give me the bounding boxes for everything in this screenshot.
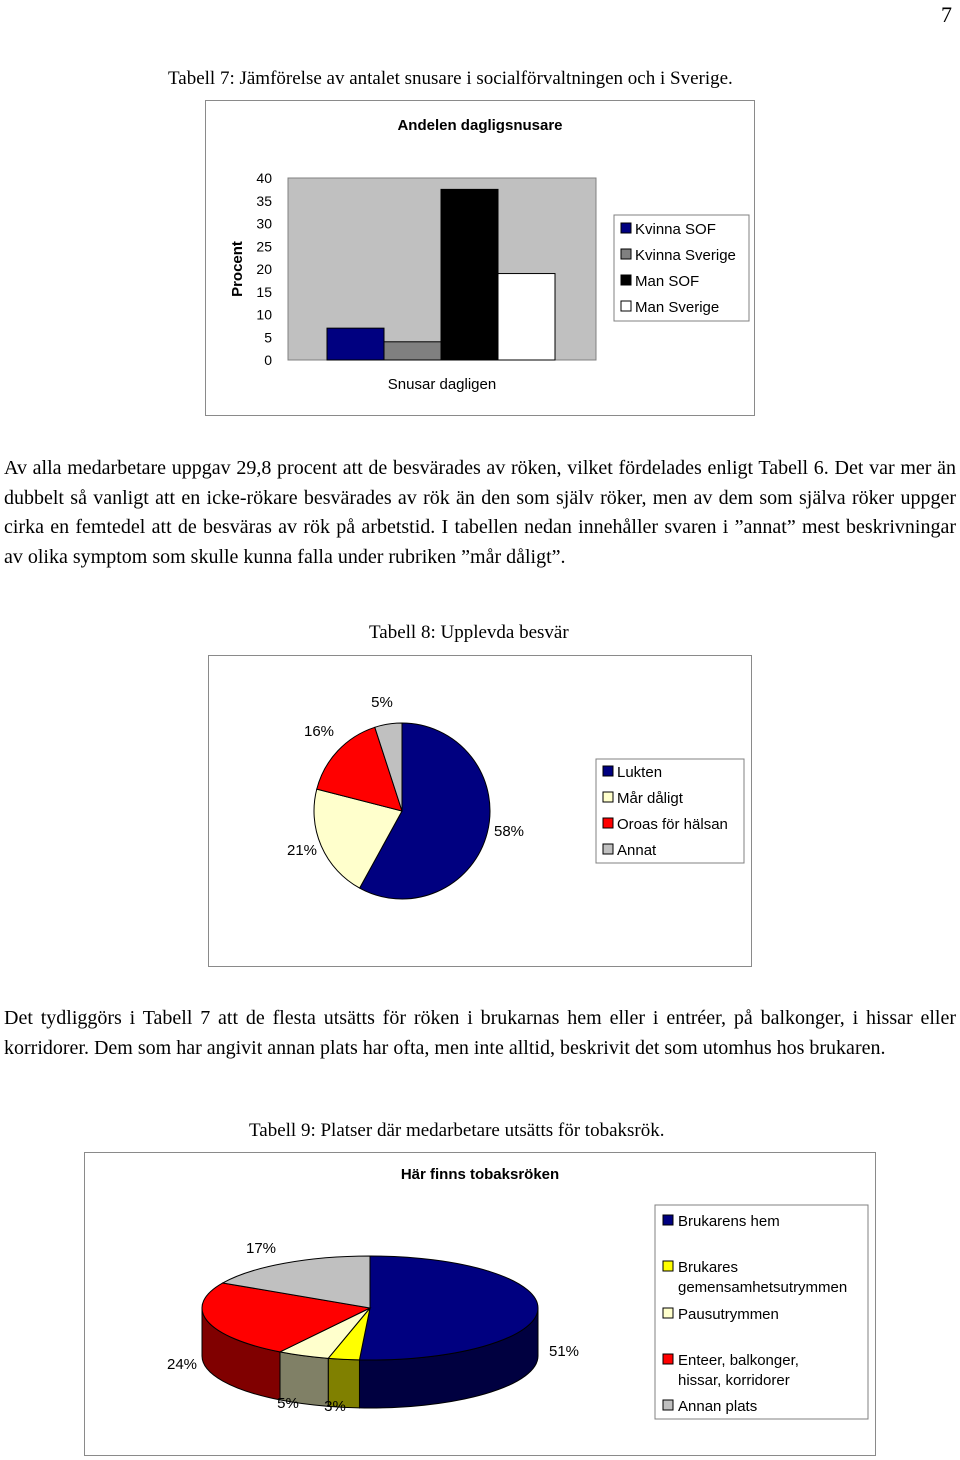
legend-swatch-kvinna-sverige [621, 249, 631, 259]
legend-label-annat: Annat [617, 842, 657, 859]
pie3d-chart [85, 1153, 875, 1455]
page-number: 7 [941, 2, 952, 27]
y-tick-label: 0 [264, 352, 272, 368]
slice-label-brukarens-hem: 51% [548, 1343, 580, 1360]
slice-label-annan-plats: 17% [245, 1240, 277, 1257]
bar-chart [206, 101, 754, 415]
y-axis-label: Procent [229, 241, 246, 297]
legend-swatch-lukten [603, 766, 613, 776]
pie-chart [209, 656, 751, 966]
legend-label-man-sof: Man SOF [635, 273, 700, 290]
y-tick-label: 25 [256, 238, 272, 255]
caption-tabell-8: Tabell 8: Upplevda besvär [369, 622, 569, 643]
legend-label-kvinna-sof: Kvinna SOF [635, 221, 716, 238]
legend-label-brukarens-hem: Brukarens hem [678, 1213, 780, 1230]
paragraph-2: Det tydliggörs i Tabell 7 att de flesta utsätts för röken i brukarnas hem eller i entréer, på balkonger, i hissar eller korridorer. Dem som har angivit annan plats har ofta, men inte alltid, beskrivit det som utomhus hos brukaren. [4, 1007, 956, 1059]
slice-label-lukten: 58% [493, 823, 525, 840]
legend-label-annan-plats: Annan plats [678, 1398, 758, 1415]
legend-label-pausutrymmen: Pausutrymmen [678, 1306, 779, 1323]
legend-swatch-annat [603, 844, 613, 854]
caption-tabell-9: Tabell 9: Platser där medarbetare utsätts för tobaksrök. [249, 1120, 665, 1141]
bar-man-sof [441, 189, 498, 360]
slice-label-mår-dåligt: 21% [286, 842, 318, 859]
y-tick-label: 30 [256, 215, 272, 232]
y-tick-label: 15 [256, 283, 272, 300]
y-tick-label: 35 [256, 192, 272, 209]
legend-swatch-annan-plats [663, 1400, 673, 1410]
legend-label-brukares-gemensamhetsutrymmen: Brukares gemensamhetsutrymmen [678, 1259, 848, 1296]
legend-swatch-man-sof [621, 275, 631, 285]
pie-chart-box [208, 655, 752, 967]
legend-label-kvinna-sverige: Kvinna Sverige [635, 247, 736, 264]
legend-label-mår-dåligt: Mår dåligt [617, 790, 683, 807]
slice-label-brukares-gemensamhetsutrymmen: 3% [324, 1398, 346, 1415]
caption-tabell-7: Tabell 7: Jämförelse av antalet snusare i socialförvaltningen och i Sverige. [168, 68, 733, 89]
y-tick-label: 20 [256, 261, 272, 277]
slice-label-pausutrymmen: 5% [277, 1395, 299, 1412]
chart-title: Här finns tobaksröken [400, 1166, 560, 1183]
bar-kvinna-sof [327, 328, 384, 360]
pie3d-chart-box [84, 1152, 876, 1456]
legend-swatch-pausutrymmen [663, 1308, 673, 1318]
legend-label-oroas-för-hälsan: Oroas för hälsan [617, 816, 728, 833]
legend-swatch-oroas-för-hälsan [603, 818, 613, 828]
chart-title: Andelen dagligsnusare [397, 117, 563, 134]
x-category-label: Snusar dagligen [387, 376, 497, 393]
slice-label-oroas-för-hälsan: 16% [303, 723, 335, 740]
bar-man-sverige [498, 274, 555, 360]
legend-label-man-sverige: Man Sverige [635, 299, 720, 316]
bar-chart-box [205, 100, 755, 416]
legend-label-lukten: Lukten [617, 764, 663, 781]
legend-swatch-mår-dåligt [603, 792, 613, 802]
legend-swatch-brukarens-hem [663, 1215, 673, 1225]
legend-swatch-man-sverige [621, 301, 631, 311]
y-tick-label: 10 [256, 306, 272, 323]
y-tick-label: 40 [256, 170, 272, 186]
paragraph-1: Av alla medarbetare uppgav 29,8 procent att de besvärades av röken, vilket fördelades enligt Tabell 6. Det var mer än dubbelt så vanligt att en icke-rökare besvärades av rök än den som själv röker, men av dem som själva röker uppger cirka en femtedel att de besväras av rök på arbetstid. I tabellen nedan innehåller svaren i ”annat” mest beskrivningar av olika symptom som skulle kunna falla under rubriken ”mår dåligt”. [4, 457, 956, 568]
legend-swatch-kvinna-sof [621, 223, 631, 233]
legend-swatch-enteer-balkonger-hissar-korridorer [663, 1354, 673, 1364]
slice-label-annat: 5% [371, 694, 393, 711]
legend-label-enteer-balkonger-hissar-korridorer: Enteer, balkonger, hissar, korridorer [678, 1352, 799, 1389]
legend-swatch-brukares-gemensamhetsutrymmen [663, 1261, 673, 1271]
slice-label-enteer-balkonger-hissar-korridorer: 24% [166, 1356, 198, 1373]
bar-kvinna-sverige [384, 342, 441, 360]
y-tick-label: 5 [264, 329, 272, 346]
